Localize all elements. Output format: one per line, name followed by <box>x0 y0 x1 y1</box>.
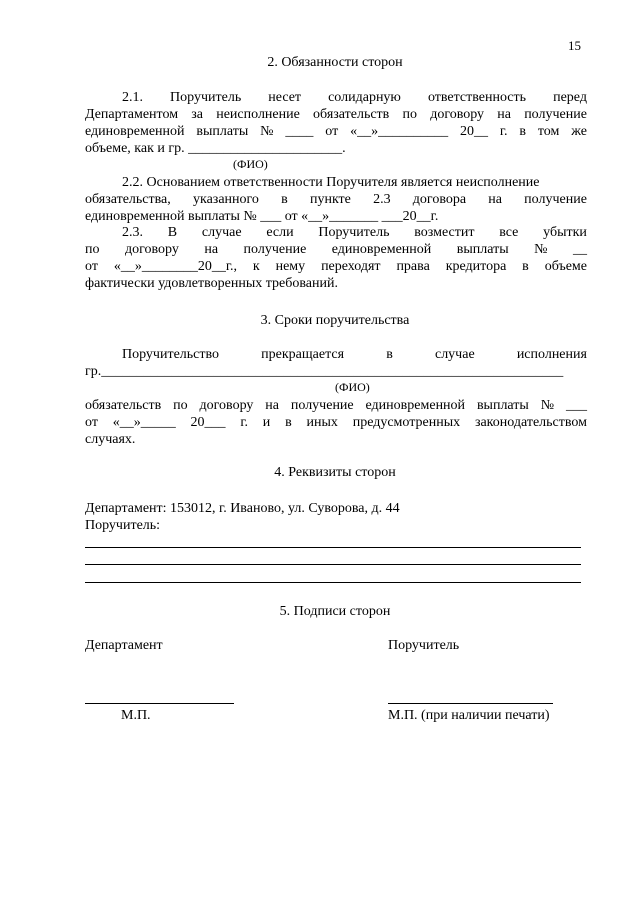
word: в <box>285 415 292 430</box>
word: от <box>325 124 339 139</box>
word: получение <box>290 398 354 413</box>
word: Поручительство <box>122 347 220 362</box>
word: кредитора <box>445 259 507 274</box>
guarantor-stamp-label: М.П. (при наличии печати) <box>388 708 550 723</box>
word: 20___ <box>190 415 226 430</box>
word: г. <box>499 124 508 139</box>
word: указанного <box>192 192 259 207</box>
section-3-heading: 3. Сроки поручительства <box>260 313 410 328</box>
word: солидарную <box>328 90 401 105</box>
word: если <box>266 225 294 240</box>
word: за <box>191 107 204 122</box>
word: договору <box>199 398 254 413</box>
word: на <box>265 398 279 413</box>
word: № <box>540 398 555 413</box>
word: ответственность <box>427 90 527 105</box>
word: же <box>571 124 587 139</box>
guarantor-line-3 <box>85 582 581 583</box>
paragraph-2-3 <box>85 224 587 292</box>
word: исполнения <box>516 347 587 362</box>
word: к <box>252 259 260 274</box>
word: договора <box>412 192 467 207</box>
word: убытки <box>543 225 587 240</box>
paragraph-3 <box>85 346 587 380</box>
word: __ <box>572 242 587 257</box>
p23-line-1 <box>85 224 587 241</box>
p21-line-2 <box>85 106 587 123</box>
department-address: Департамент: 153012, г. Иваново, ул. Суворова, д. 44 <box>85 501 400 516</box>
word: «__»_____ <box>112 415 176 430</box>
guarantor-signature-line <box>388 703 553 704</box>
word: прекращается <box>261 347 345 362</box>
word: несет <box>268 90 302 105</box>
word: по <box>402 107 417 122</box>
guarantor-label: Поручитель: <box>85 518 161 533</box>
word: обязательства, <box>85 192 171 207</box>
word: выплаты <box>476 398 529 413</box>
word: обязательств <box>85 398 162 413</box>
fio-caption-1: (ФИО) <box>233 157 268 171</box>
word: нему <box>275 259 306 274</box>
word: № <box>534 242 548 257</box>
word: том <box>537 124 560 139</box>
word: случае <box>434 347 475 362</box>
word: 2.3. <box>122 225 143 240</box>
word: объеме <box>544 259 587 274</box>
requisites-block <box>85 500 587 534</box>
paragraph-3-cont <box>85 397 587 448</box>
p22-line-3: единовременной выплаты № ___ от «__»_______ ___20__г. <box>85 209 439 224</box>
word: единовременной <box>85 124 185 139</box>
p22-line-2 <box>85 191 587 208</box>
word: Департаментом <box>85 107 179 122</box>
p21-line-4: объеме, как и гр. ______________________. <box>85 141 346 156</box>
paragraph-2-2 <box>85 174 587 225</box>
word: ____ <box>285 124 314 139</box>
p21-line-1 <box>85 89 587 106</box>
word: на <box>497 107 511 122</box>
word: «__»________20__г., <box>113 259 237 274</box>
word: в <box>281 192 288 207</box>
word: Поручитель <box>318 225 390 240</box>
guarantor-signature-label: Поручитель <box>388 638 460 653</box>
guarantor-line-2 <box>85 564 581 565</box>
word: в <box>519 124 526 139</box>
word: иных <box>306 415 338 430</box>
section-2-heading: 2. Обязанности сторон <box>267 55 403 70</box>
word: единовременной <box>365 398 466 413</box>
word: возместит <box>414 225 475 240</box>
department-signature-line <box>85 703 234 704</box>
word: получение <box>524 107 587 122</box>
page-number: 15 <box>568 38 581 53</box>
word: 20__ <box>459 124 488 139</box>
word: переходят <box>321 259 381 274</box>
word: пункте <box>309 192 351 207</box>
word: № <box>260 124 274 139</box>
word: выплаты <box>196 124 249 139</box>
p23-line-4: фактически удовлетворенных требований. <box>85 276 338 291</box>
section-4-heading: 4. Реквизиты сторон <box>274 465 396 480</box>
word: 2.3 <box>373 192 391 207</box>
word: выплаты <box>456 242 509 257</box>
word: Поручитель <box>170 90 242 105</box>
word: все <box>499 225 519 240</box>
word: и <box>262 415 271 430</box>
word: права <box>396 259 430 274</box>
p23-line-2 <box>85 241 587 258</box>
paragraph-2-1 <box>85 89 587 157</box>
word: предусмотренных <box>352 415 461 430</box>
word: договору <box>430 107 485 122</box>
p23-line-3 <box>85 258 587 275</box>
department-stamp-label: М.П. <box>121 708 151 723</box>
p3-line-1 <box>85 346 587 363</box>
word: случае <box>201 225 242 240</box>
p21-line-3 <box>85 123 587 140</box>
word: обязательств <box>313 107 390 122</box>
word: «__»__________ <box>350 124 449 139</box>
p3-line-2: гр.__________________________________________________________________ <box>85 364 564 379</box>
p3-line-5: случаях. <box>85 432 136 447</box>
word: от <box>85 415 98 430</box>
word: перед <box>553 90 587 105</box>
p3-line-4 <box>85 414 587 431</box>
word: по <box>173 398 188 413</box>
word: единовременной <box>331 242 432 257</box>
p22-line-1: 2.2. Основанием ответственности Поручителя является неисполнение <box>122 175 540 190</box>
word: по <box>85 242 100 257</box>
word: В <box>167 225 178 240</box>
department-signature-label: Департамент <box>85 638 163 653</box>
word: законодательством <box>474 415 587 430</box>
word: получение <box>243 242 307 257</box>
word: ___ <box>565 398 587 413</box>
word: 2.1. <box>122 90 143 105</box>
p3-line-3 <box>85 397 587 414</box>
guarantor-line-1 <box>85 547 581 548</box>
word: в <box>522 259 529 274</box>
section-5-heading: 5. Подписи сторон <box>279 604 391 619</box>
fio-caption-2: (ФИО) <box>335 380 370 394</box>
word: в <box>386 347 393 362</box>
word: получение <box>524 192 587 207</box>
word: от <box>85 259 98 274</box>
word: договору <box>124 242 179 257</box>
word: неисполнение <box>216 107 300 122</box>
word: на <box>488 192 502 207</box>
word: на <box>204 242 219 257</box>
word: г. <box>240 415 248 430</box>
